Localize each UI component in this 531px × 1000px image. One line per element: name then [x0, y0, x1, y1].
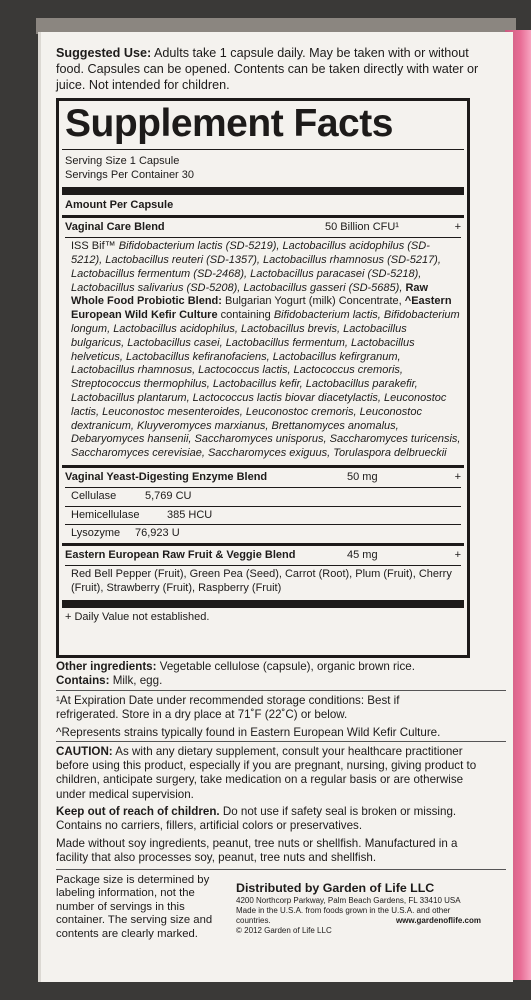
amount-header: Amount Per Capsule — [65, 198, 174, 211]
serving-size: Serving Size 1 Capsule — [65, 155, 180, 167]
facts-title: Supplement Facts — [65, 102, 393, 145]
copyright: © 2012 Garden of Life LLC — [236, 926, 332, 935]
other-ingredients-label: Other ingredients: — [56, 660, 157, 673]
blend1-strains: Bifidobacterium lactis (SD-5219), Lactobacillus acidophilus (SD-5212), Lactobacillus reuteri (SD-1357), Lactobacillus rhamnosus (SD-5217), Lactobacillus fermentum (SD-2468), Lactobacillus paracasei (SD-5218), Lactobacillus salivarius (SD-5208), Lactobacillus gasseri (SD-5685), — [71, 240, 441, 294]
other-ingredients-text: Vegetable cellulose (capsule), organic brown rice. — [156, 660, 415, 673]
kefir-strains: Bifidobacterium lactis, Bifidobacterium longum, Lactobacillus acidophilus, Lactobacillus brevis, Lactobacillus bulgaricus, Lactobacillus casei, Lactobacillus fermentum, Lactobacillus helveticus, Lactobacillus kefiranofaciens, Lactobacillus kefirgranum, Lactobacillus rhamnosus, Lactococcus lactis, Lactococcus cremoris, Streptococcus thermophilus, Lactobacillus kefir, Lactobacillus parakefir, Lactobacillus plantarum, Lactococcus lactis biovar diacetylactis, Leuconostoc lactis, Leuconostoc mesenteroides, Leuconostoc cremoris, Leuconostoc dextranicum, Kluyveromyces marxianus, Brettanomyces anomalus, Debaryomyces hansenii, Saccharomyces unisporus, Saccharomyces turicensis, Saccharomyces cerevisiae, Saccharomyces exiguus, Torulaspora delbrueckii — [71, 309, 461, 460]
other-ingredients — [56, 660, 496, 688]
distributor-address: 4200 Northcorp Parkway, Palm Beach Gardens, FL 33410 USA — [236, 896, 461, 905]
website: www.gardenoflife.com — [395, 916, 481, 925]
servings-per-container: Servings Per Container 30 — [65, 168, 195, 181]
enzyme-row — [65, 487, 461, 506]
expiration-note: ¹At Expiration Date under recommended storage conditions: Best if refrigerated. Store in a dry place at 71˚F (22˚C) or below. — [56, 694, 400, 721]
caution — [56, 745, 486, 802]
enzyme-name: Hemicellulase — [71, 508, 140, 521]
blend3-dv: + — [454, 549, 461, 562]
keep-out-label: Keep out of reach of children. — [56, 805, 220, 818]
blend3-amount: 45 mg — [347, 549, 378, 562]
blend1-row — [65, 218, 461, 237]
blend1-dv: + — [454, 221, 461, 234]
caution-label: CAUTION: — [56, 745, 113, 758]
blend3-row — [65, 546, 461, 565]
contains-label: Contains: — [56, 674, 110, 687]
raw-whole-food-label: Raw Whole Food Probiotic Blend: — [71, 281, 429, 308]
blend1-amount: 50 Billion CFU¹ — [325, 221, 399, 234]
enzyme-row — [65, 524, 461, 543]
supplement-facts-panel — [56, 98, 470, 658]
containing: containing — [217, 309, 274, 322]
blend2-amount: 50 mg — [347, 470, 378, 483]
yogurt: Bulgarian Yogurt (milk) Concentrate, — [221, 295, 405, 308]
keep-out-text: Do not use if safety seal is broken or missing. Contains no carriers, fillers, artificial colors or preservatives. — [56, 805, 457, 833]
blend2-row — [65, 468, 461, 487]
keep-out — [56, 805, 486, 833]
made-without: Made without soy ingredients, peanut, tree nuts or shellfish. Manufactured in a facility that also processes soy, peanut, tree nuts and shellfish. — [56, 837, 458, 865]
distributor-title: Distributed by Garden of Life LLC — [236, 881, 435, 895]
contains-text: Milk, egg. — [109, 674, 163, 687]
blend3-name: Eastern European Raw Fruit & Veggie Blend — [65, 549, 296, 562]
enzyme-row — [65, 506, 461, 525]
blend3-desc: Red Bell Pepper (Fruit), Green Pea (Seed), Carrot (Root), Plum (Fruit), Cherry (Fruit), Strawberry (Fruit), Raspberry (Fruit) — [65, 565, 461, 600]
distributor — [236, 880, 481, 936]
dv-footnote: + Daily Value not established. — [65, 610, 210, 623]
enzyme-value: 5,769 CU — [145, 489, 192, 502]
enzyme-value: 385 HCU — [167, 508, 213, 521]
blend2-name: Vaginal Yeast-Digesting Enzyme Blend — [65, 470, 268, 483]
caution-text: As with any dietary supplement, consult your healthcare practitioner before using this product, especially if you are pregnant, nursing, giving product to children, anticipate surgery, take medication on a regular basis or are otherwise under medical supervision. — [56, 745, 477, 801]
represents-note: ^Represents strains typically found in Eastern European Wild Kefir Culture. — [56, 726, 441, 739]
package-note: Package size is determined by labeling information, not the number of servings in this container. The serving size and contents are clearly marked. — [56, 874, 213, 940]
blend1-desc — [65, 237, 461, 465]
enzyme-value: 76,923 U — [135, 527, 180, 540]
made-in: Made in the U.S.A. from foods grown in the U.S.A. and other countries. — [236, 906, 451, 925]
suggested-use-text: Adults take 1 capsule daily. May be taken with or without food. Capsules can be opened. Contents can be taken directly with water or juice. Not intended for children. — [56, 46, 479, 92]
iss-bif: ISS Bif™ — [71, 240, 119, 253]
enzyme-name: Lysozyme — [71, 527, 121, 540]
blend1-name: Vaginal Care Blend — [65, 221, 165, 234]
suggested-use — [56, 45, 486, 93]
blend2-dv: + — [454, 470, 461, 483]
suggested-use-label: Suggested Use: — [56, 46, 152, 60]
enzyme-name: Cellulase — [71, 489, 117, 502]
kefir-culture-label: ^Eastern European Wild Kefir Culture — [71, 295, 452, 322]
